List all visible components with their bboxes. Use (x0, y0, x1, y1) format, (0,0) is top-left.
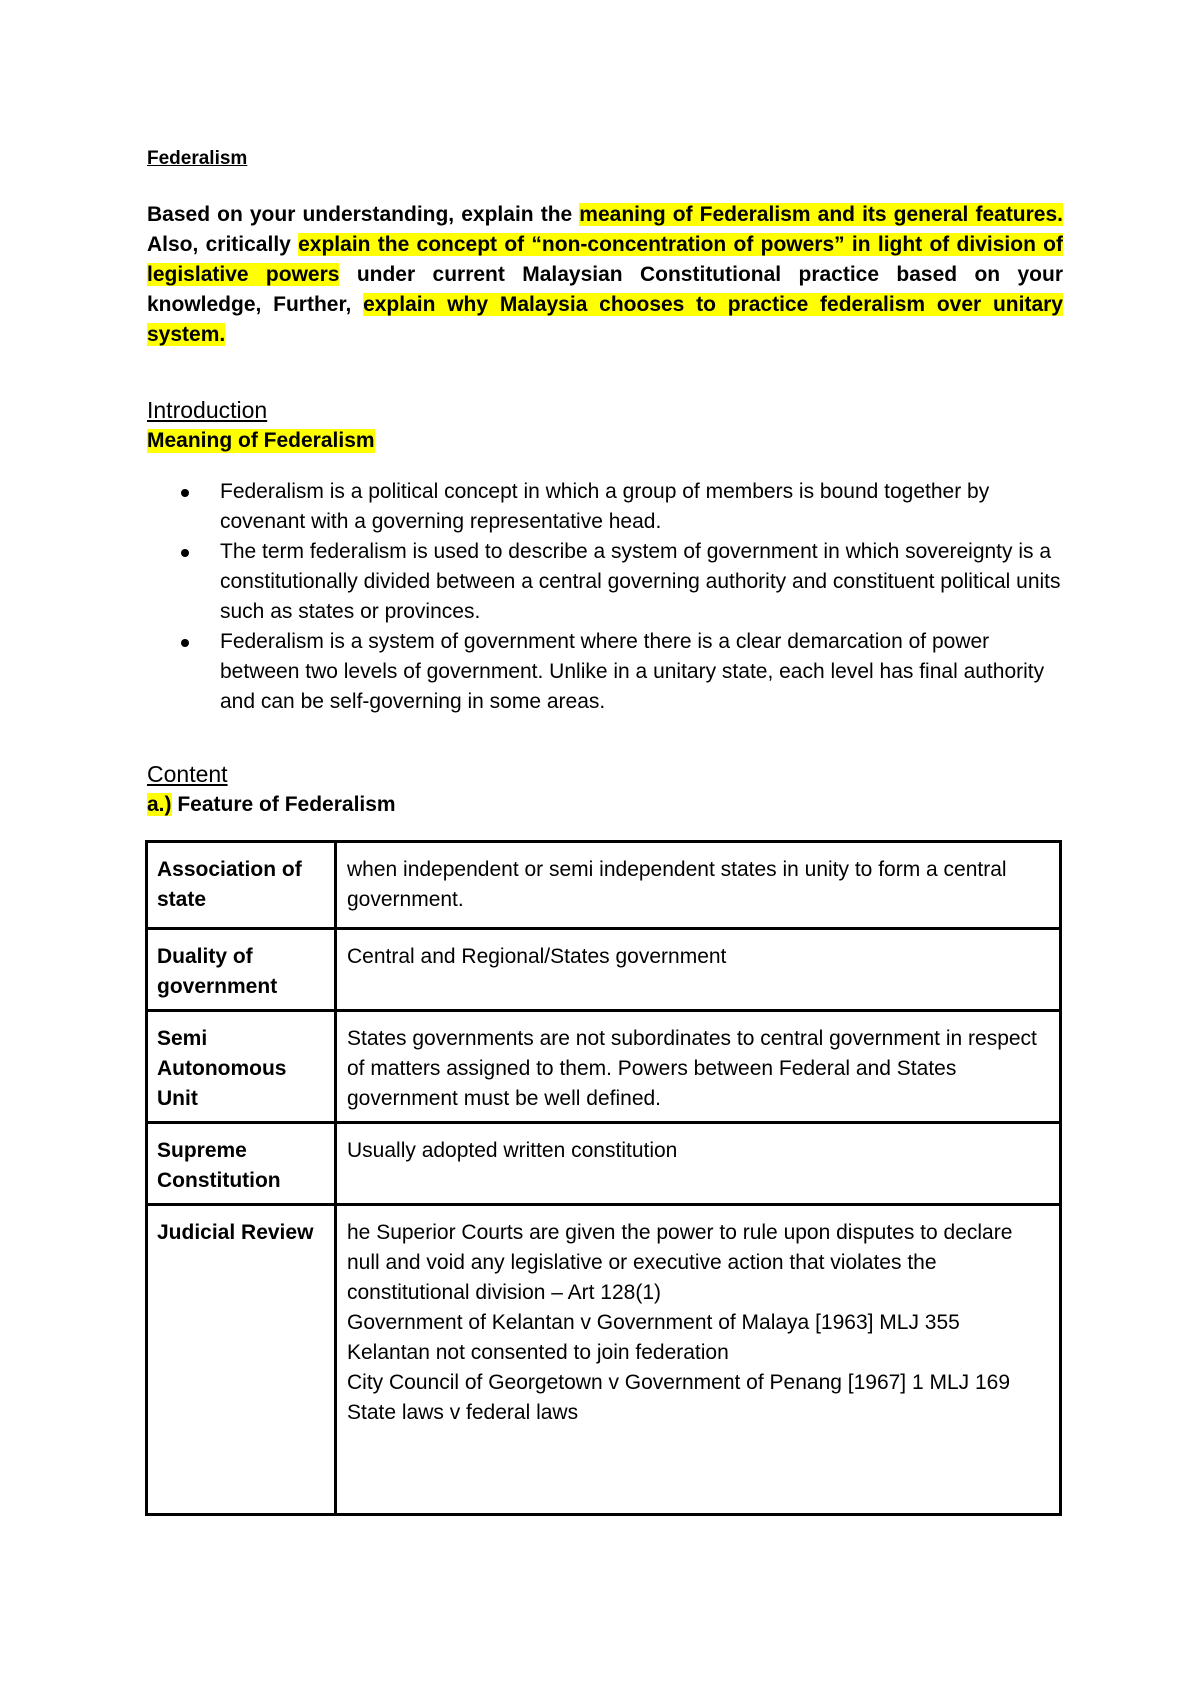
table-row (147, 1011, 1061, 1123)
desc-line: he Superior Courts are given the power to rule upon disputes to declare null and void any legislative or executive action that violates the constitutional division – Art 128(1) (347, 1221, 1013, 1304)
feature-desc-cell (336, 929, 1061, 1011)
introduction-heading: Introduction (147, 397, 268, 423)
desc-line: Usually adopted written constitution (347, 1139, 678, 1162)
feature-desc-cell (336, 1011, 1061, 1123)
feature-name-cell: Supreme Constitution (147, 1123, 336, 1205)
meaning-bullet-list (147, 477, 1063, 717)
feature-name-cell: Semi Autonomous Unit (147, 1011, 336, 1123)
desc-line: when independent or semi independent states in unity to form a central government. (347, 858, 1007, 911)
desc-line: State laws v federal laws (347, 1401, 579, 1424)
bullet-icon (181, 639, 189, 647)
table-row (147, 1205, 1061, 1515)
list-item (147, 537, 1063, 627)
list-item (147, 627, 1063, 717)
question-part: Also, critically (147, 233, 299, 256)
question-paragraph (147, 200, 1063, 350)
feature-name-cell: Association of state (147, 842, 336, 929)
case-citation: Government of Kelantan v Government of Malaya [1963] MLJ 355 (347, 1311, 960, 1334)
section-marker: a.) (147, 793, 172, 816)
section-title: Feature of Federalism (171, 793, 396, 816)
feature-name-cell: Judicial Review (147, 1205, 336, 1515)
question-part: under current Malaysian Constitutional practice based on your knowledge, Further, (147, 263, 1063, 316)
feature-desc-cell (336, 842, 1061, 929)
feature-name-cell: Duality of government (147, 929, 336, 1011)
case-citation: City Council of Georgetown v Government of Penang [1967] 1 MLJ 169 (347, 1371, 1011, 1394)
question-part-highlighted: explain why Malaysia chooses to practice federalism over unitary system. (147, 293, 1063, 346)
table-row (147, 1123, 1061, 1205)
desc-line: Kelantan not consented to join federation (347, 1341, 729, 1364)
table-row (147, 842, 1061, 929)
meaning-subheading: Meaning of Federalism (147, 429, 375, 452)
question-part-highlighted: explain the concept of “non-concentration of powers” in light of division of legislative powers (147, 233, 1063, 286)
document-title: Federalism (147, 148, 248, 169)
bullet-text: Federalism is a system of government where there is a clear demarcation of power between two levels of government. Unlike in a unitary state, each level has final authority and can be self-governing in some areas. (220, 630, 1045, 713)
question-part: Based on your understanding, explain the (147, 203, 580, 226)
feature-desc-cell (336, 1205, 1061, 1515)
feature-desc-cell (336, 1123, 1061, 1205)
question-part-highlighted: meaning of Federalism and its general features. (579, 203, 1063, 226)
bullet-text: The term federalism is used to describe a system of government in which sovereignty is a constitutionally divided between a central governing authority and constituent political units such as states or provinces. (220, 540, 1061, 623)
bullet-icon (181, 489, 189, 497)
list-item (147, 477, 1063, 537)
bullet-icon (181, 549, 189, 557)
desc-line: States governments are not subordinates to central government in respect of matters assigned to them. Powers between Federal and States government must be well defined. (347, 1027, 1037, 1110)
bullet-text: Federalism is a political concept in which a group of members is bound together by covenant with a governing representative head. (220, 480, 990, 533)
desc-line: Central and Regional/States government (347, 945, 727, 968)
features-subheading (147, 793, 396, 817)
content-heading: Content (147, 761, 228, 787)
features-table (145, 840, 1062, 1516)
table-row (147, 929, 1061, 1011)
